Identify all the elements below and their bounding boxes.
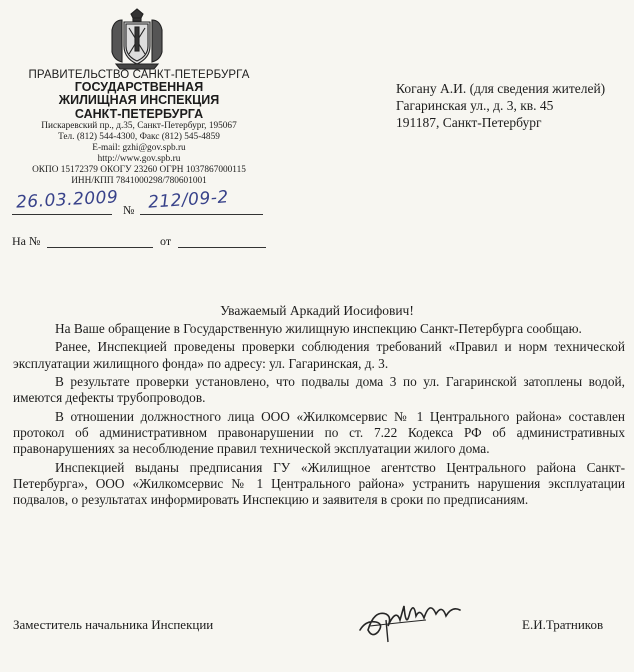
org-email: E-mail: gzhi@gov.spb.ru [92,143,186,154]
org-web: http://www.gov.spb.ru [97,154,181,165]
paragraph: Ранее, Инспекцией проведены проверки соблюдения требований «Правил и норм технической эксплуатации жилищного фонда» по адресу: ул. Гагаринская, д. 3. [13,339,625,371]
letterhead [10,69,268,187]
signatory-name: Е.И.Тратников [522,617,604,632]
org-codes-1: ОКПО 15172379 ОКОГУ 23260 ОГРН 1037867000115 [32,165,246,176]
org-phone: Тел. (812) 544-4300, Факс (812) 545-4859 [58,132,220,143]
signatory-title: Заместитель начальника Инспекции [13,617,214,632]
reply-from-label: от [160,234,172,248]
greeting: Уважаемый Аркадий Иосифович! [220,303,414,318]
org-name-line2: ЖИЛИЩНАЯ ИНСПЕКЦИЯ [58,93,220,108]
paragraph: На Ваше обращение в Государственную жилищную инспекцию Санкт-Петербурга сообщаю. [55,321,582,336]
org-name-line1: ГОСУДАРСТВЕННАЯ [74,80,204,95]
handwritten-number: 212/09-2 [147,187,230,213]
addressee-name: Когану А.И. (для сведения жителей) [396,81,606,96]
reply-to-label: На № [12,234,41,248]
letter-body [13,321,625,511]
paragraph: Инспекцией выданы предписания ГУ «Жилищное агентство Центрального района Санкт-Петербурга», ООО «Жилкомсервис № 1 Центрального района» устранить нарушения эксплуатации подвалов, о результатах информировать Инспекцию и заявителя в сроки по предписаниям. [13,459,625,508]
handwritten-date: 26.03.2009 [15,187,119,213]
addressee-block [396,80,605,131]
date-underline [12,214,112,215]
org-codes-2: ИНН/КПП 7841000298/780601001 [71,176,207,187]
coat-of-arms-icon [104,6,170,72]
handwritten-signature [356,590,476,645]
paragraph: В результате проверки установлено, что подвалы дома 3 по ул. Гагаринской затоплены водой, имеются дефекты трубопроводов. [13,374,625,406]
paragraph: В отношении должностного лица ООО «Жилкомсервис № 1 Центрального района» составлен протокол об административном правонарушении по ст. 7.22 Кодекса РФ об административных правонарушениях за несоблюдение правил технической эксплуатации жилого дома. [13,408,625,457]
org-address: Пискаревский пр., д.35, Санкт-Петербург, 195067 [41,121,237,132]
reply-from-underline [178,247,266,248]
org-name-line3: САНКТ-ПЕТЕРБУРГА [74,106,204,121]
number-underline [140,214,263,215]
number-label: № [123,203,135,217]
addressee-street: Гагаринская ул., д. 3, кв. 45 [396,98,554,114]
government-name: ПРАВИТЕЛЬСТВО САНКТ-ПЕТЕРБУРГА [28,69,250,81]
addressee-city: 191187, Санкт-Петербург [396,115,542,131]
reply-to-underline [47,247,153,248]
